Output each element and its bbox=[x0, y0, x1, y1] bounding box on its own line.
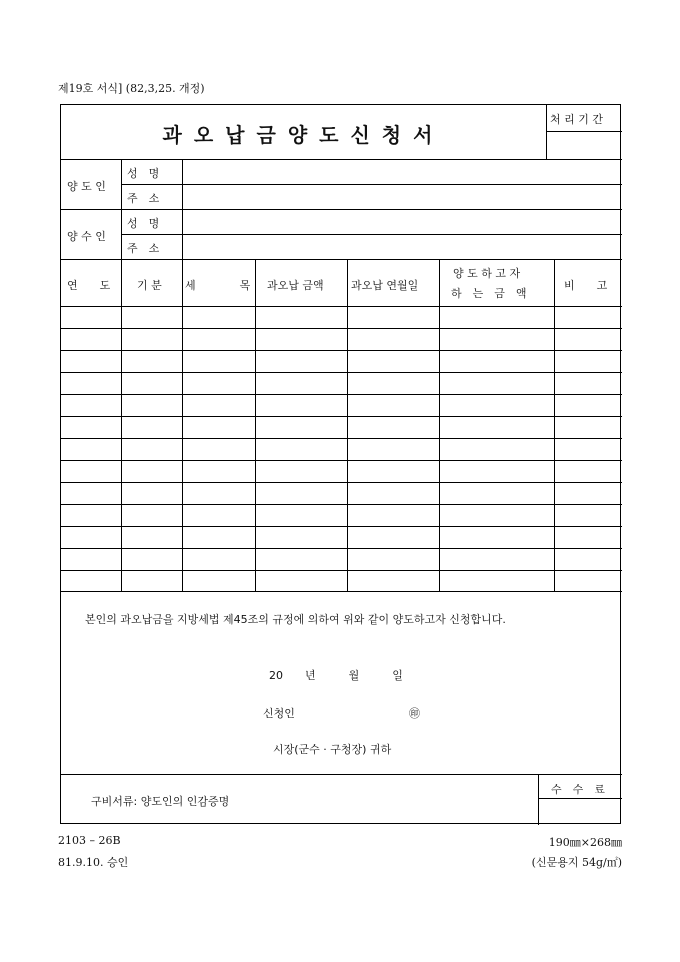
seal-mark: ㊞ bbox=[409, 707, 420, 720]
application-statement: 본인의 과오납금을 지방세법 제45조의 규정에 의하여 위와 같이 양도하고자 신청합니다. bbox=[85, 613, 506, 626]
col-year: 연 도 bbox=[67, 279, 111, 292]
applicant-name-field[interactable] bbox=[307, 701, 403, 721]
transferor-name-label: 성 명 bbox=[127, 167, 160, 180]
processing-period-field[interactable] bbox=[547, 132, 621, 158]
form-number-header: 제19호 서식] (82,3,25. 개정) bbox=[58, 82, 205, 95]
transferee-name-field[interactable] bbox=[183, 210, 621, 234]
application-form bbox=[60, 104, 621, 824]
transferor-name-field[interactable] bbox=[183, 160, 621, 184]
col-category: 기 분 bbox=[137, 279, 162, 292]
col-overpaid-amount: 과오납 금액 bbox=[267, 279, 324, 292]
fee-label: 수 수 료 bbox=[551, 783, 605, 796]
transferee-name-label: 성 명 bbox=[127, 217, 160, 230]
addressee: 시장(군수 · 구청장) 귀하 bbox=[273, 743, 392, 756]
paper-size: 190㎜×268㎜ bbox=[548, 836, 622, 849]
col-overpaid-date: 과오납 연월일 bbox=[351, 279, 419, 292]
col-transfer-amount-line1: 양 도 하 고 자 bbox=[453, 267, 521, 280]
entry-table-body[interactable] bbox=[61, 307, 622, 591]
form-title: 과오납금양도신청서 bbox=[162, 123, 445, 147]
applicant-label: 신청인 bbox=[263, 707, 295, 720]
transferor-label: 양 도 인 bbox=[67, 180, 106, 193]
transferee-address-field[interactable] bbox=[183, 235, 621, 259]
paper-type: (신문용지 54g/㎡) bbox=[531, 856, 622, 869]
transferor-address-label: 주 소 bbox=[127, 192, 160, 205]
processing-period-label: 처 리 기 간 bbox=[550, 113, 603, 126]
transferee-address-label: 주 소 bbox=[127, 242, 160, 255]
transferor-address-field[interactable] bbox=[183, 185, 621, 209]
date-line: 20 년 월 일 bbox=[269, 669, 403, 682]
col-transfer-amount-line2: 하 는 금 액 bbox=[451, 287, 527, 300]
form-code: 2103 – 26B bbox=[58, 834, 121, 847]
approval-date: 81.9.10. 승인 bbox=[58, 856, 129, 869]
col-remarks: 비 고 bbox=[564, 279, 608, 292]
fee-field[interactable] bbox=[539, 799, 621, 824]
required-documents: 구비서류: 양도인의 인감증명 bbox=[91, 795, 230, 808]
col-tax-item: 세 목 bbox=[185, 279, 251, 292]
transferee-label: 양 수 인 bbox=[67, 230, 106, 243]
